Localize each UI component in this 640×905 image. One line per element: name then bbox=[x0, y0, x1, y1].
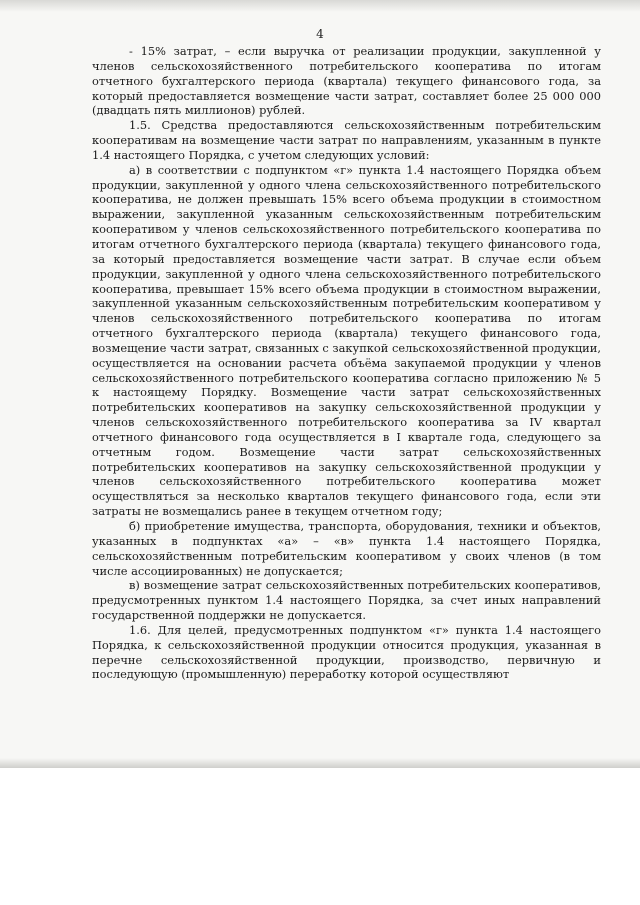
paragraph-1-5: 1.5. Средства предоставляются сельскохозяйственным потребительским кооперативам на возмещение части затрат по направлениям, указанным в пункте 1.4 настоящего Порядка, с учетом следующих условий: bbox=[92, 118, 601, 162]
scan-top-edge bbox=[0, 0, 640, 12]
paragraph-condition-b: б) приобретение имущества, транспорта, оборудования, техники и объектов, указанных в подпунктах «а» – «в» пункта 1.4 настоящего Порядка, сельскохозяйственным потребительским кооперативом у своих членов (в том числе ассоциированных) не допускается; bbox=[92, 519, 601, 578]
document-body bbox=[92, 44, 601, 682]
paragraph-1-6: 1.6. Для целей, предусмотренных подпунктом «г» пункта 1.4 настоящего Порядка, к сельскохозяйственной продукции относится продукция, указанная в перечне сельскохозяйственной продукции, производство, первичную и последующую (промышленную) переработку которой осуществляют bbox=[92, 622, 601, 682]
paragraph-cost-threshold: - 15% затрат, – если выручка от реализации продукции, закупленной у членов сельскохозяйственного потребительского кооператива по итогам отчетного бухгалтерского периода (квартала) текущего финансового года, за который предоставляется возмещение части затрат, составляет более 25 000 000 (двадцать пять миллионов) рублей. bbox=[92, 44, 601, 118]
scan-bottom-edge bbox=[0, 758, 640, 768]
page-number: 4 bbox=[316, 27, 324, 41]
blank-area bbox=[0, 768, 640, 905]
paragraph-condition-a: а) в соответствии с подпунктом «г» пункта 1.4 настоящего Порядка объем продукции, закупленной у одного члена сельскохозяйственного потребительского кооператива, не должен превышать 15% всего объема продукции в стоимостном выражении, закупленной указанным сельскохозяйственным потребительским кооперативом у членов сельскохозяйственного потребительского кооператива по итогам отчетного бухгалтерского периода (квартала) текущего финансового года, за который предоставляется возмещение части затрат. В случае если объем продукции, закупленной у одного члена сельскохозяйственного потребительского кооператива, превышает 15% всего объема продукции в стоимостном выражении, закупленной указанным сельскохозяйственным потребительским кооперативом у членов сельскохозяйственного потребительского кооператива по итогам отчетного бухгалтерского периода (квартала) текущего финансового года, возмещение части затрат, связанных с закупкой сельскохозяйственной продукции, осуществляется на основании расчета объёма закупаемой продукции у членов сельскохозяйственного потребительского кооператива согласно приложению № 5 к настоящему Порядку. Возмещение части затрат сельскохозяйственных потребительских кооперативов на закупку сельскохозяйственной продукции у членов сельскохозяйственного потребительского кооператива за IV квартал отчетного финансового года осуществляется в I квартале года, следующего за отчетным годом. Возмещение части затрат сельскохозяйственных потребительских кооперативов на закупку сельскохозяйственной продукции у членов сельскохозяйственного потребительского кооператива может осуществляться за несколько кварталов текущего финансового года, если эти затраты не возмещались ранее в текущем отчетном году; bbox=[92, 162, 601, 519]
paragraph-condition-v: в) возмещение затрат сельскохозяйственных потребительских кооперативов, предусмотренных пунктом 1.4 настоящего Порядка, за счет иных направлений государственной поддержки не допускается. bbox=[92, 578, 601, 623]
